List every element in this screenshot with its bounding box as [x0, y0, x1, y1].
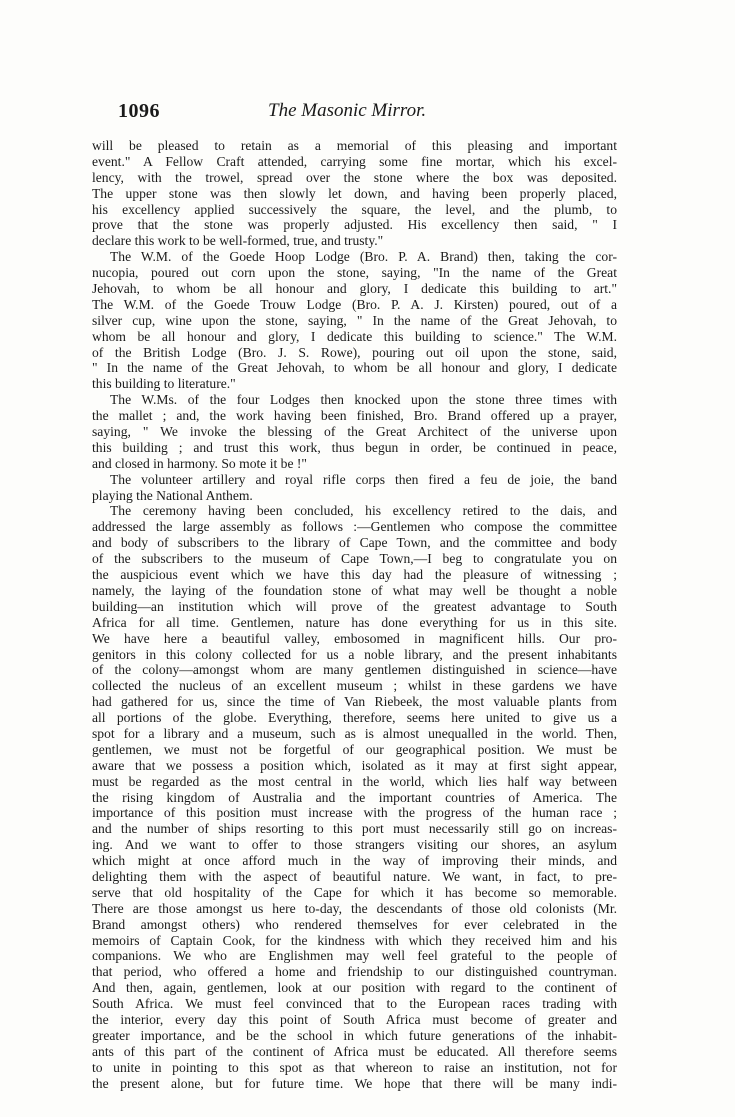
text-line: will be pleased to retain as a memorial of this pleasing and important — [92, 138, 617, 153]
text-line: the rising kingdom of Australia and the important countries of America. The — [92, 789, 617, 805]
text-line: of the colony—amongst whom are many gentlemen distinguished in science—have — [92, 662, 617, 678]
text-line: South Africa. We must feel convinced that to the European races trading with — [92, 996, 617, 1012]
text-line: Jehovah, to whom be all honour and glory, I dedicate this building to art." — [92, 281, 617, 297]
text-line: We have here a beautiful valley, embosomed in magnificent hills. Our pro- — [92, 630, 617, 646]
text-line: " In the name of the Great Jehovah, to whom be all honour and glory, I dedicate — [92, 360, 617, 376]
text-line: declare this work to be well-formed, true, and trusty." — [92, 233, 384, 249]
text-line: this building ; and trust this work, thus begun in order, be continued in peace, — [92, 439, 617, 455]
text-line: the auspicious event which we have this day had the pleasure of witnessing ; — [92, 567, 617, 583]
text-line: spot for a library and a museum, such as is almost unequalled in the world. Then, — [92, 725, 617, 741]
text-line: Brand amongst others) who rendered themselves for ever celebrated in the — [92, 916, 617, 932]
text-line: lency, with the trowel, spread over the stone where the box was deposited. — [92, 169, 617, 185]
text-line: aware that we possess a position which, isolated as it may at first sight appear, — [92, 757, 617, 773]
text-line: And then, again, gentlemen, look at our position with regard to the continent of — [92, 980, 617, 996]
text-line: namely, the laying of the foundation stone of what may well be thought a noble — [92, 582, 617, 598]
text-line: building—an institution which will prove of the greatest advantage to South — [92, 598, 617, 614]
text-line: of the British Lodge (Bro. J. S. Rowe), pouring out oil upon the stone, said, — [92, 344, 617, 360]
text-line: and the number of ships resorting to this port must necessarily still go on increas- — [92, 821, 617, 837]
text-line: delighting them with the aspect of beautiful nature. We want, in fact, to pre- — [92, 868, 617, 884]
text-line: serve that old hospitality of the Cape for which it has become so memorable. — [92, 884, 617, 900]
text-line: had gathered for us, since the time of Van Riebeek, the most valuable plants from — [92, 694, 617, 710]
text-line: which might at once afford much in the way of improving their minds, and — [92, 853, 617, 869]
text-line: The ceremony having been concluded, his excellency retired to the dais, and — [110, 503, 617, 519]
text-line: The volunteer artillery and royal rifle corps then fired a feu de joie, the band — [110, 471, 617, 487]
text-line: silver cup, wine upon the stone, saying, " In the name of the Great Jehovah, to — [92, 312, 617, 328]
text-line: event." A Fellow Craft attended, carrying some fine mortar, which his excel- — [92, 153, 617, 169]
text-line: companions. We who are Englishmen may well feel grateful to the people of — [92, 948, 617, 964]
text-line: gentlemen, we must not be forgetful of our geographical position. We must be — [92, 741, 617, 757]
text-line: ants of this part of the continent of Africa must be educated. All therefore seems — [92, 1043, 617, 1059]
text-line: and body of subscribers to the library of Cape Town, and the committee and body — [92, 535, 617, 551]
text-line: whom be all honour and glory, I dedicate this building to science." The W.M. — [92, 328, 617, 344]
text-line: that period, who offered a home and friendship to our distinguished countryman. — [92, 964, 617, 980]
text-line: to unite in pointing to this spot as that whereon to raise an institution, not for — [92, 1059, 617, 1075]
text-line: and closed in harmony. So mote it be !" — [92, 455, 307, 471]
page-number: 1096 — [118, 100, 160, 122]
text-line: The W.Ms. of the four Lodges then knocked upon the stone three times with — [110, 392, 617, 408]
text-line: playing the National Anthem. — [92, 487, 253, 503]
text-line: prove that the stone was properly adjusted. His excellency then said, " I — [92, 217, 617, 233]
text-line: The W.M. of the Goede Trouw Lodge (Bro. P. A. J. Kirsten) poured, out of a — [92, 296, 617, 312]
running-title: The Masonic Mirror. — [268, 100, 427, 121]
page-header — [118, 100, 618, 126]
text-line: Africa for all time. Gentlemen, nature has done everything for us in this site. — [92, 614, 617, 630]
text-line: The W.M. of the Goede Hoop Lodge (Bro. P. A. Brand) then, taking the cor- — [110, 249, 617, 265]
text-line: saying, " We invoke the blessing of the Great Architect of the universe upon — [92, 424, 617, 440]
text-line: ing. And we want to offer to those strangers visiting our shores, an asylum — [92, 837, 617, 853]
text-line: nucopia, poured out corn upon the stone, saying, "In the name of the Great — [92, 265, 617, 281]
text-line: of the subscribers to the museum of Cape Town,—I beg to congratulate you on — [92, 551, 617, 567]
text-line: all portions of the globe. Everything, therefore, seems here united to give us a — [92, 710, 617, 726]
text-line: the interior, every day this point of South Africa must become of greater and — [92, 1011, 617, 1027]
text-line: addressed the large assembly as follows :—Gentlemen who compose the committee — [92, 519, 617, 535]
text-line: greater importance, and be the school in which future generations of the inhabit- — [92, 1027, 617, 1043]
text-line: his excellency applied successively the square, the level, and the plumb, to — [92, 201, 617, 217]
text-line: the mallet ; and, the work having been finished, Bro. Brand offered up a prayer, — [92, 408, 617, 424]
text-line: this building to literature." — [92, 376, 236, 392]
text-line: importance of this position must increase with the progress of the human race ; — [92, 805, 617, 821]
text-line: collected the nucleus of an excellent museum ; whilst in these gardens we have — [92, 678, 617, 694]
text-line: genitors in this colony collected for us a noble library, and the present inhabitants — [92, 646, 617, 662]
text-line: must be regarded as the most central in the world, which lies half way between — [92, 773, 617, 789]
text-line: the present alone, but for future time. We hope that there will be many indi- — [92, 1075, 617, 1091]
text-line: The upper stone was then slowly let down, and having been properly placed, — [92, 185, 617, 201]
text-line: memoirs of Captain Cook, for the kindness with which they received him and his — [92, 932, 617, 948]
text-line: There are those amongst us here to-day, the descendants of those old colonists (Mr. — [92, 900, 617, 916]
body-text — [92, 138, 617, 1091]
